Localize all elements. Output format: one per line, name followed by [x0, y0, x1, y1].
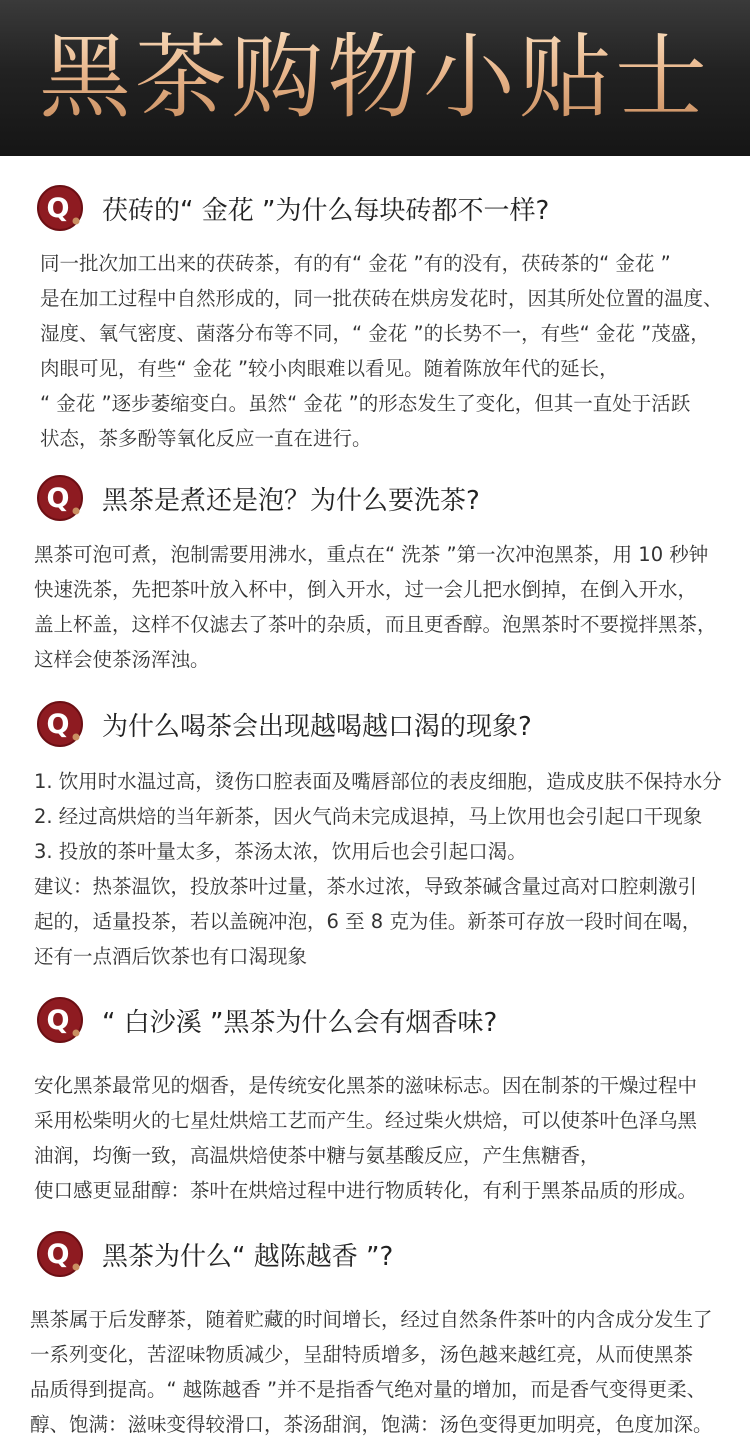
answer-line: 肉眼可见，有些“ 金花 ”较小肉眼难以看见。随着陈放年代的延长，: [40, 357, 619, 380]
q-badge-icon: [36, 700, 84, 748]
answer-line: 快速洗茶，先把茶叶放入杯中，倒入开水，过一会儿把水倒掉，在倒入开水，: [34, 578, 698, 601]
answer-line: 1. 饮用时水温过高，烫伤口腔表面及嘴唇部位的表皮细胞，造成皮肤不保持水分: [34, 770, 722, 793]
answer-line: 状态，茶多酚等氧化反应一直在进行。: [40, 427, 372, 450]
answer-line: 油润，均衡一致，高温烘焙使茶中糖与氨基酸反应，产生焦糖香，: [34, 1144, 600, 1167]
answer-line: 起的，适量投茶，若以盖碗冲泡，6 至 8 克为佳。新茶可存放一段时间在喝，: [34, 910, 702, 933]
q-badge-letter: Q: [46, 483, 70, 514]
answer-text: [30, 1302, 713, 1442]
answer-line: 采用松柴明火的七星灶烘焙工艺而产生。经过柴火烘焙，可以使茶叶色泽乌黑: [34, 1109, 698, 1132]
answer-line: 3. 投放的茶叶量太多，茶汤太浓，饮用后也会引起口渴。: [34, 840, 527, 863]
answer-line: 还有一点酒后饮茶也有口渴现象: [34, 945, 308, 968]
answer-line: 湿度、氧气密度、菌落分布等不同，“ 金花 ”的长势不一，有些“ 金花 ”茂盛，: [40, 322, 710, 345]
answer-line: 2. 经过高烘焙的当年新茶，因火气尚未完成退掉，马上饮用也会引起口干现象: [34, 805, 703, 828]
answer-line: 醇、饱满：滋味变得较滑口，茶汤甜润，饱满：汤色变得更加明亮，色度加深。: [30, 1413, 713, 1436]
answer-line: 使口感更显甜醇：茶叶在烘焙过程中进行物质转化，有利于黑茶品质的形成。: [34, 1179, 698, 1202]
header-banner: [0, 0, 750, 156]
answer-line: 黑茶可泡可煮，泡制需要用沸水，重点在“ 洗茶 ”第一次冲泡黑茶，用 10 秒钟: [34, 543, 709, 566]
answer-line: 是在加工过程中自然形成的，同一批茯砖在烘房发花时，因其所处位置的温度、: [40, 287, 723, 310]
q-badge-icon: [36, 474, 84, 522]
answer-line: 同一批次加工出来的茯砖茶，有的有“ 金花 ”有的没有，茯砖茶的“ 金花 ”: [40, 252, 671, 275]
q-badge-letter: Q: [46, 1239, 70, 1270]
question-row-1: [36, 184, 549, 232]
answer-line: 品质得到提高。“ 越陈越香 ”并不是指香气绝对量的增加，而是香气变得更柔、: [30, 1378, 707, 1401]
page-title: 黑茶购物小贴士: [38, 24, 711, 131]
answer-line: 建议：热茶温饮，投放茶叶过量，茶水过浓，导致茶碱含量过高对口腔刺激引: [34, 875, 698, 898]
question-row-5: [36, 1230, 393, 1278]
answer-text: [34, 764, 722, 974]
answer-line: 盖上杯盖，这样不仅滤去了茶叶的杂质，而且更香醇。泡黑茶时不要搅拌黑茶，: [34, 613, 717, 636]
question-title: 黑茶为什么“ 越陈越香 ”?: [102, 1241, 394, 1272]
question-row-3: [36, 700, 532, 748]
question-title: 茯砖的“ 金花 ”为什么每块砖都不一样?: [102, 195, 550, 226]
q-badge-icon: [36, 184, 84, 232]
answer-line: 这样会使茶汤浑浊。: [34, 648, 210, 671]
q-badge-icon: [36, 1230, 84, 1278]
question-row-4: [36, 996, 497, 1044]
question-title: 黑茶是煮还是泡？为什么要洗茶?: [102, 485, 480, 516]
q-badge-letter: Q: [46, 709, 70, 740]
answer-text: [40, 246, 723, 456]
answer-text: [34, 1068, 697, 1208]
answer-text: [34, 537, 717, 677]
answer-line: 一系列变化，苦涩味物质减少，呈甜特质增多，汤色越来越红亮，从而使黑茶: [30, 1343, 694, 1366]
question-title: “ 白沙溪 ”黑茶为什么会有烟香味?: [102, 1007, 498, 1038]
q-badge-letter: Q: [46, 193, 70, 224]
q-badge-icon: [36, 996, 84, 1044]
answer-line: 黑茶属于后发酵茶，随着贮藏的时间增长，经过自然条件茶叶的内含成分发生了: [30, 1308, 713, 1331]
q-badge-letter: Q: [46, 1005, 70, 1036]
question-title: 为什么喝茶会出现越喝越口渴的现象?: [102, 711, 532, 742]
answer-line: 安化黑茶最常见的烟香，是传统安化黑茶的滋味标志。因在制茶的干燥过程中: [34, 1074, 698, 1097]
answer-line: “ 金花 ”逐步萎缩变白。虽然“ 金花 ”的形态发生了变化，但其一直处于活跃: [40, 392, 691, 415]
question-row-2: [36, 474, 480, 522]
